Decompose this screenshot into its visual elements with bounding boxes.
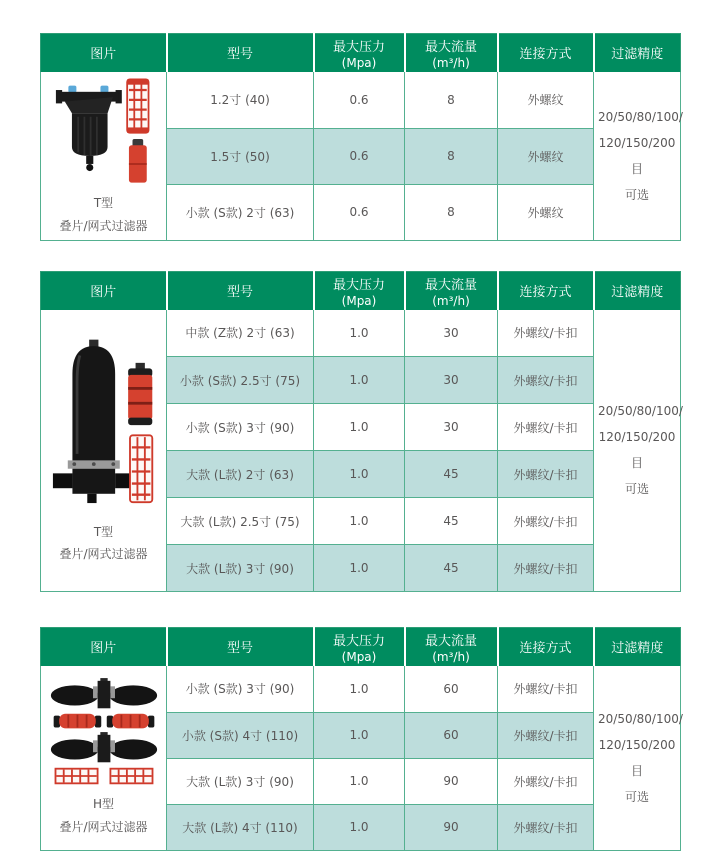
spec-table-h-type: [40, 627, 681, 851]
connection-cell: 外螺纹/卡扣: [498, 451, 594, 498]
col-header-image: 图片: [41, 271, 167, 310]
product-caption: [59, 521, 147, 567]
flow-cell: 45: [405, 545, 498, 592]
pressure-cell: 1.0: [314, 804, 405, 850]
precision-cell: 20/50/80/100/ 120/150/200目 可选: [594, 310, 681, 592]
connection-cell: 外螺纹/卡扣: [498, 758, 594, 804]
model-cell: 大款 (L款) 3寸 (90): [167, 545, 314, 592]
flow-cell: 30: [405, 357, 498, 404]
table-row: [41, 72, 681, 128]
col-header-connection: 连接方式: [498, 628, 594, 667]
connection-cell: 外螺纹/卡扣: [498, 357, 594, 404]
product-cell: [41, 72, 167, 240]
table-row: [41, 666, 681, 712]
col-header-precision: 过滤精度: [594, 271, 681, 310]
pressure-cell: 1.0: [314, 498, 405, 545]
connection-cell: 外螺纹/卡扣: [498, 310, 594, 357]
model-cell: 中款 (Z款) 2寸 (63): [167, 310, 314, 357]
product-name-label: 叠片/网式过滤器: [59, 547, 148, 562]
model-cell: 小款 (S款) 2.5寸 (75): [167, 357, 314, 404]
connection-cell: 外螺纹/卡扣: [498, 666, 594, 712]
t-type-small-filter-image: [54, 74, 154, 188]
connection-cell: 外螺纹/卡扣: [498, 498, 594, 545]
product-caption: [59, 192, 147, 238]
product-name-label: 叠片/网式过滤器: [59, 218, 148, 233]
product-cell: [41, 310, 167, 592]
pressure-cell: 1.0: [314, 758, 405, 804]
pressure-cell: 1.0: [314, 451, 405, 498]
pressure-cell: 1.0: [314, 310, 405, 357]
flow-cell: 8: [405, 128, 498, 184]
flow-cell: 8: [405, 184, 498, 240]
col-header-model: 型号: [167, 271, 314, 310]
connection-cell: 外螺纹/卡扣: [498, 404, 594, 451]
model-cell: 小款 (S款) 3寸 (90): [167, 404, 314, 451]
model-cell: 小款 (S款) 2寸 (63): [167, 184, 314, 240]
model-cell: 大款 (L款) 2.5寸 (75): [167, 498, 314, 545]
col-header-max-flow: 最大流量 (m³/h): [405, 271, 498, 310]
model-cell: 大款 (L款) 2寸 (63): [167, 451, 314, 498]
col-header-connection: 连接方式: [498, 271, 594, 310]
product-type-label: T型: [93, 196, 114, 210]
product-name-label: 叠片/网式过滤器: [59, 819, 148, 834]
flow-cell: 45: [405, 498, 498, 545]
flow-cell: 90: [405, 804, 498, 850]
col-header-max-pressure: 最大压力 (Mpa): [314, 34, 405, 73]
connection-cell: 外螺纹/卡扣: [498, 545, 594, 592]
connection-cell: 外螺纹: [498, 184, 594, 240]
pressure-cell: 1.0: [314, 357, 405, 404]
header-row: [41, 628, 681, 667]
model-cell: 小款 (S款) 3寸 (90): [167, 666, 314, 712]
col-header-max-pressure: 最大压力 (Mpa): [314, 628, 405, 667]
precision-cell: 20/50/80/100/ 120/150/200目 可选: [594, 666, 681, 850]
model-cell: 小款 (S款) 4寸 (110): [167, 712, 314, 758]
col-header-image: 图片: [41, 34, 167, 73]
connection-cell: 外螺纹: [498, 72, 594, 128]
header-row: [41, 271, 681, 310]
col-header-precision: 过滤精度: [594, 34, 681, 73]
col-header-max-pressure: 最大压力 (Mpa): [314, 271, 405, 310]
col-header-precision: 过滤精度: [594, 628, 681, 667]
connection-cell: 外螺纹: [498, 128, 594, 184]
spec-table-t-type-large: [40, 271, 681, 593]
pressure-cell: 0.6: [314, 72, 405, 128]
product-caption: [59, 793, 147, 839]
col-header-model: 型号: [167, 628, 314, 667]
pressure-cell: 1.0: [314, 666, 405, 712]
product-type-label: H型: [92, 797, 114, 812]
pressure-cell: 1.0: [314, 712, 405, 758]
col-header-max-flow: 最大流量 (m³/h): [405, 34, 498, 73]
model-cell: 1.2寸 (40): [167, 72, 314, 128]
col-header-model: 型号: [167, 34, 314, 73]
t-type-large-filter-image: [52, 335, 156, 517]
col-header-connection: 连接方式: [498, 34, 594, 73]
spec-table-t-type-small: [40, 33, 681, 241]
model-cell: 大款 (L款) 3寸 (90): [167, 758, 314, 804]
model-cell: 1.5寸 (50): [167, 128, 314, 184]
flow-cell: 30: [405, 310, 498, 357]
connection-cell: 外螺纹/卡扣: [498, 712, 594, 758]
table-row: [41, 310, 681, 357]
col-header-image: 图片: [41, 628, 167, 667]
precision-cell: 20/50/80/100/ 120/150/200目 可选: [594, 72, 681, 240]
flow-cell: 45: [405, 451, 498, 498]
product-cell: [41, 666, 167, 850]
flow-cell: 90: [405, 758, 498, 804]
col-header-max-flow: 最大流量 (m³/h): [405, 628, 498, 667]
flow-cell: 60: [405, 666, 498, 712]
flow-cell: 8: [405, 72, 498, 128]
flow-cell: 60: [405, 712, 498, 758]
flow-cell: 30: [405, 404, 498, 451]
pressure-cell: 0.6: [314, 128, 405, 184]
model-cell: 大款 (L款) 4寸 (110): [167, 804, 314, 850]
pressure-cell: 1.0: [314, 545, 405, 592]
pressure-cell: 0.6: [314, 184, 405, 240]
pressure-cell: 1.0: [314, 404, 405, 451]
h-type-filter-image: [50, 677, 158, 789]
header-row: [41, 34, 681, 73]
connection-cell: 外螺纹/卡扣: [498, 804, 594, 850]
product-type-label: T型: [93, 524, 114, 539]
